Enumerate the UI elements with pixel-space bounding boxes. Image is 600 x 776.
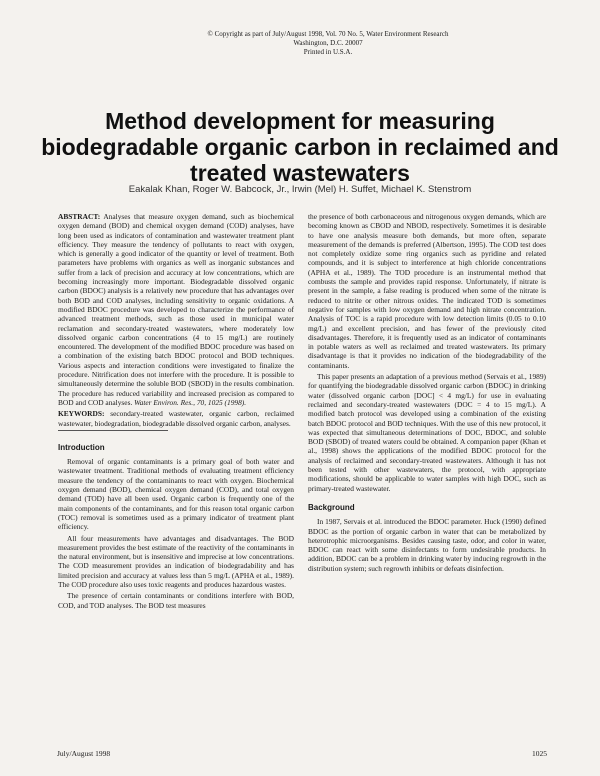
intro-paragraph-1: Removal of organic contaminants is a primary goal of both water and wastewater treatment. Traditional methods of evaluating treatment efficiency measure the tendency of the contaminants to react with oxygen. Biochemical oxygen demand (BOD), chemical oxygen demand (COD), and total oxygen demand (TOD) have all been used. Organic carbon is frequently one of the main components of the contaminants, and for this reason total organic carbon (TOC) removal is sometimes used as a primary indicator of treatment plant efficiency. [58,457,294,532]
author-list: Eakalak Khan, Roger W. Babcock, Jr., Irwin (Mel) H. Suffet, Michael K. Stenstrom [128,184,472,195]
copyright-line: © Copyright as part of July/August 1998, Vol. 70 No. 5, Water Environment Research [207,30,449,38]
intro-paragraph-2: All four measurements have advantages and disadvantages. The BOD measurement provides the best estimate of the reactivity of the contaminants in the natural environment, but is insensitive and imprecise at low concentrations. The COD measurement provides an indication of biodegradability and has limited precision and accuracy at values less than 5 mg/L (APHA et al., 1989). The COD procedure also uses toxic reagents and produces hazardous wastes. [58,533,294,589]
page-number: 1025 [532,749,547,758]
keywords-label: KEYWORDS: [58,409,105,419]
section-divider [58,430,168,431]
issue-date: July/August 1998 [57,749,111,758]
abstract-label: ABSTRACT: [58,212,101,221]
background-paragraph: In 1987, Servais et al. introduced the BDOC parameter. Huck (1990) defined BDOC as the portion of organic carbon in water that can be metabolized by heterotrophic microorganisms. Besides causing taste, odor, and color in water, BDOC can react with some disinfectants to form undesirable products. In addition, BDOC can be a problem in drinking water by inducing regrowth in the distribution system; such regrowth inhibits or defeats disinfection. [308,517,546,573]
keywords-text: secondary-treated wastewater, organic carbon, reclaimed wastewater, biodegradation, biodegradable dissolved organic carbon, analyses. [58,409,294,428]
printed-line: Printed in U.S.A. [303,48,353,56]
abstract-citation: Water Environ. Res., 70, 1025 (1998). [134,397,247,407]
right-column [308,212,546,575]
location-line: Washington, D.C. 20007 [293,39,363,47]
intro-paragraph-3: The presence of certain contaminants or conditions interfere with BOD, COD, and TOD analyses. The BOD test measures [58,591,294,610]
background-heading: Background [308,502,355,512]
article-title: Method development for measuring biodegradable organic carbon in reclaimed and treated wastewaters [41,108,559,187]
journal-header [0,30,600,57]
right-paragraph-1: the presence of both carbonaceous and nitrogenous oxygen demands, which are becoming known as CBOD and NBOD, respectively. Sometimes it is desirable to have one analysis measure both demands, but more often, separate measurement of the demands is preferred (Albertson, 1995). The COD test does not completely oxidize some ring organics such as pyridine and related compounds, and it is subject to interference at high chloride concentrations (APHA et al., 1989). The TOD procedure is an instrumental method that combusts the sample and provides rapid response. Unfortunately, if nitrate is present in the sample, a false reading is produced when some of the nitrate is reduced to nitrite or other nitrous oxides. The indicated TOD is sometimes negative for samples with low oxygen demand and high nitrate concentration. Analysis of TOC is a rapid procedure with low detection limits (0.05 to 0.10 mg/L) and excellent precision, and has fewer of the previously cited disadvantages. Therefore, it is frequently used as an indicator of contaminants in potable waters as well as reclaimed and treated wastewaters. Its primary disadvantage is that it provides no indication of the biodegradability of the contaminants. [308,212,546,370]
left-column [58,212,294,612]
intro-heading: Introduction [58,442,105,452]
keywords [58,409,294,428]
abstract [58,212,294,407]
right-paragraph-2: This paper presents an adaptation of a previous method (Servais et al., 1989) for quantifying the biodegradable dissolved organic carbon (BDOC) in drinking water (dissolved organic carbon [DOC] < 4 mg/L) for use in evaluating reclaimed and secondary-treated wastewaters (DOC = 4 to 15 mg/L). A modified batch protocol was developed using a combination of the existing batch BDOC protocol and BOD techniques. With the use of this new protocol, it was expected that simultaneous determinations of DOC, BDOC, and soluble BOD (SBOD) of treated waters could be obtained. A companion paper (Khan et al., 1998) shows the applications of the modified BDOC protocol for the analysis of reclaimed and secondary-treated wastewaters. Although it has not been tested with other wastewaters, the protocol, with appropriate modifications, should be applicable to water samples with high DOC, such as primary-treated wastewater. [308,372,546,493]
abstract-text: Analyses that measure oxygen demand, such as biochemical oxygen demand (BOD) and chemical oxygen demand (COD) analyses, have long been used as indicators of contamination and wastewater treatment plant efficiency. They measure the tendency of pollutants to react with oxygen, which is generally a good indicator of the quantity or level of treatment. Both parameters have problems with organics as well as inorganic substances and suffer from a lack of precision and accuracy at low concentrations, which are becoming increasingly more important. Biodegradable dissolved organic carbon (BDOC) analysis is a relatively new procedure that has advantages over both BOD and COD analyses, including sensitivity to organic oxidations. A modified BDOC procedure was developed to characterize the performance of advanced treatment methods, such as those used in municipal water reclamation and secondary-treated wastewaters, where moderately low dissolved organic carbon concentrations (4 to 15 mg/L) are routinely encountered. The development of the modified BDOC procedure was based on a combination of the existing batch BDOC protocol and BOD techniques. Various aspects and interaction conditions were investigated to finalize the procedure. Nitrification does not interfere with the procedure. It is possible to simultaneously determine the soluble BOD (SBOD) in the results combination. The procedure has reduced variability and increased precision as compared to BOD and COD analyses. [58,212,294,407]
